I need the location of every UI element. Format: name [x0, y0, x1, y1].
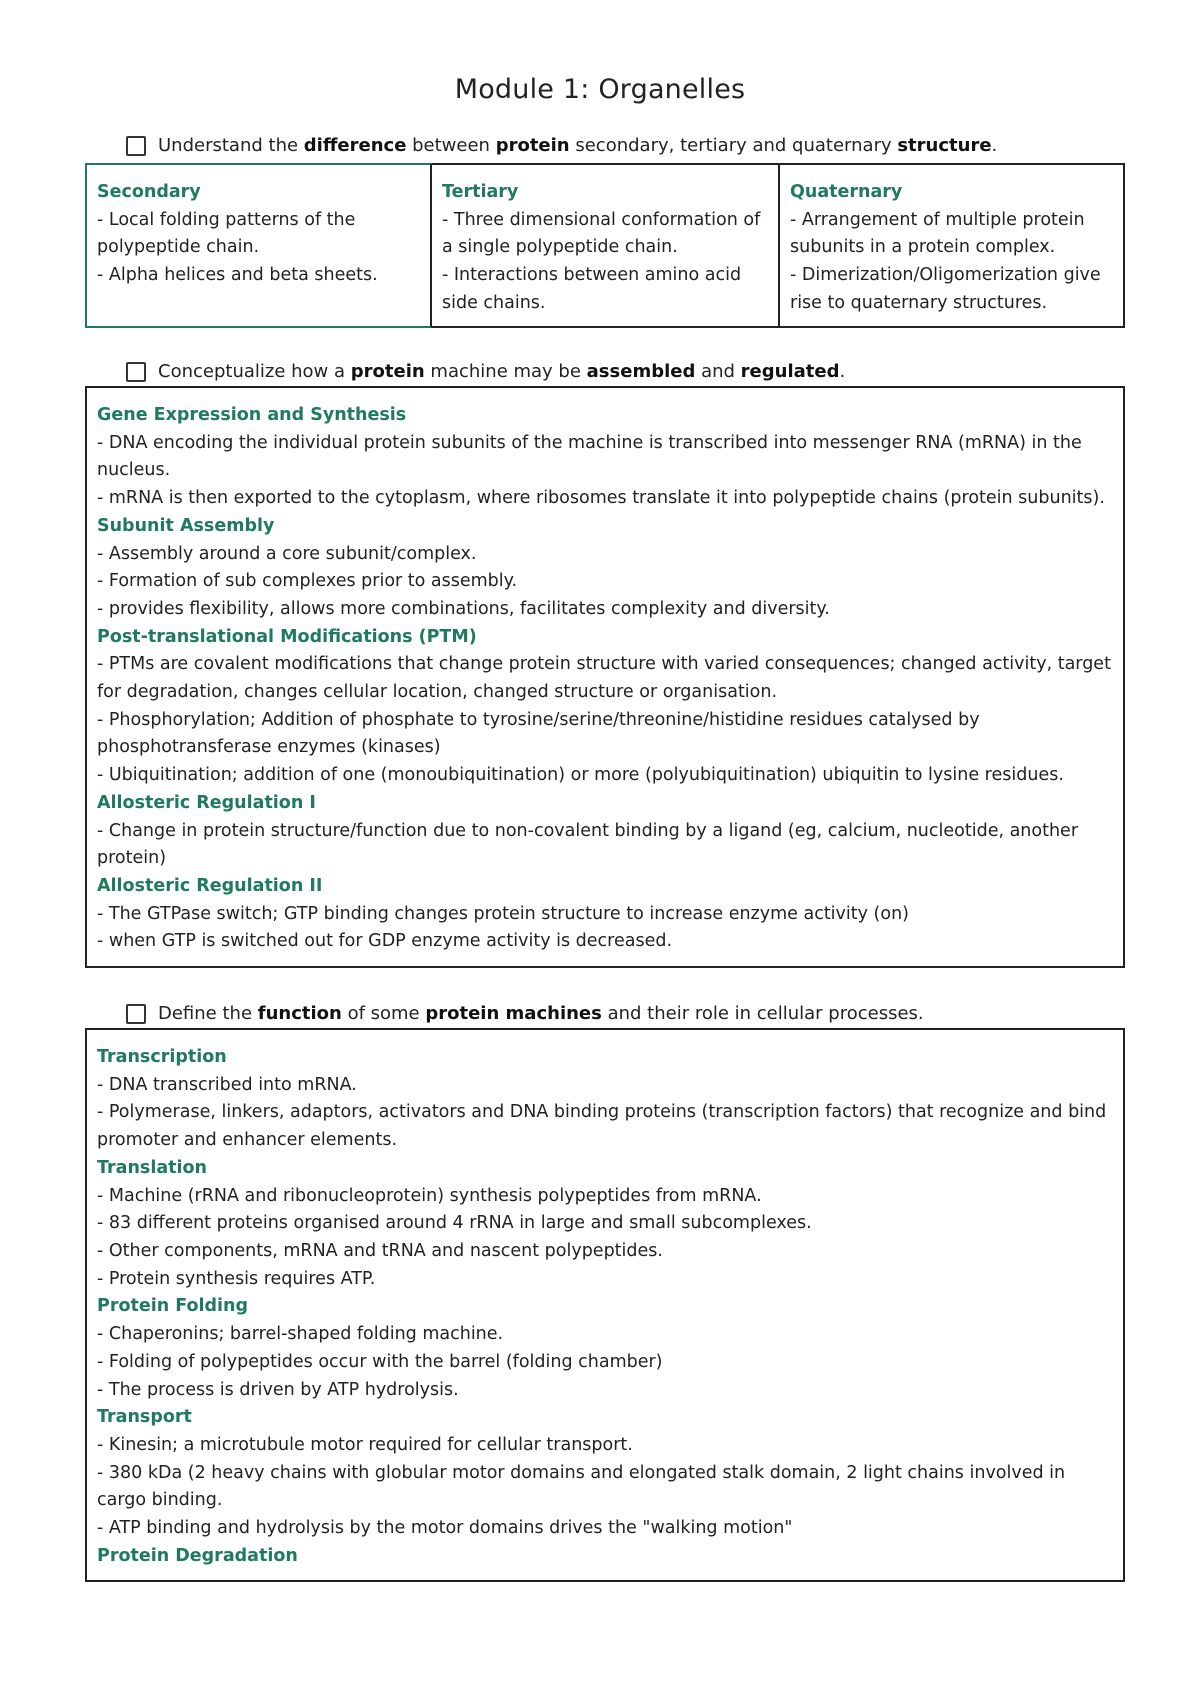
checkbox-task-2[interactable]	[126, 362, 146, 382]
structure-heading: Quaternary	[790, 182, 903, 202]
bullet-line: - Folding of polypeptides occur with the barrel (folding chamber)	[97, 1351, 663, 1372]
task-text-run: between	[406, 135, 496, 156]
bullet-line: - Change in protein structure/function due to non-covalent binding by a ligand (eg, calcium, nucleotide, another protein)	[97, 820, 1079, 869]
task-text-3	[158, 1003, 924, 1025]
structure-heading: Secondary	[97, 182, 201, 202]
bullet-line: - 83 different proteins organised around 4 rRNA in large and small subcomplexes.	[97, 1213, 812, 1234]
bullet-line: - Protein synthesis requires ATP.	[97, 1268, 376, 1289]
structure-line: - Dimerization/Oligomerization give rise to quaternary structures.	[790, 265, 1101, 313]
bullet-line: - Machine (rRNA and ribonucleoprotein) synthesis polypeptides from mRNA.	[97, 1185, 762, 1206]
structure-line: - Alpha helices and beta sheets.	[97, 265, 378, 286]
bullet-line: - Kinesin; a microtubule motor required for cellular transport.	[97, 1434, 633, 1455]
task-emphasis: function	[257, 1003, 342, 1025]
bullet-line: - Assembly around a core subunit/complex.	[97, 543, 477, 564]
section-heading: Translation	[97, 1157, 207, 1178]
structure-line: - Interactions between amino acid side chains.	[442, 265, 742, 313]
section-heading: Transport	[97, 1407, 192, 1428]
task-text-run: .	[991, 135, 998, 156]
section-heading: Protein Folding	[97, 1296, 249, 1317]
task-text-run: of some	[341, 1003, 426, 1025]
section-heading: Subunit Assembly	[97, 515, 275, 536]
task-text-run: Understand the	[158, 135, 304, 156]
bullet-line: - provides flexibility, allows more combinations, facilitates complexity and diversity.	[97, 598, 830, 619]
section-heading: Transcription	[97, 1047, 227, 1068]
bullet-line: - mRNA is then exported to the cytoplasm, where ribosomes translate it into polypeptide chains (protein subunits).	[97, 488, 1105, 509]
task-emphasis: difference	[303, 135, 407, 156]
task-item-2	[126, 358, 1200, 386]
task-text-run: and their role in cellular processes.	[601, 1003, 924, 1025]
section-heading: Allosteric Regulation II	[97, 875, 323, 896]
task-emphasis: protein	[350, 361, 425, 382]
task-emphasis: regulated	[740, 361, 840, 382]
task-text-run: secondary, tertiary and quaternary	[569, 135, 898, 156]
bullet-line: - Formation of sub complexes prior to assembly.	[97, 571, 518, 592]
task-emphasis: protein	[495, 135, 570, 156]
bullet-line: - The process is driven by ATP hydrolysis.	[97, 1379, 459, 1400]
structure-table	[85, 163, 1125, 328]
task-text-1	[158, 135, 997, 157]
bullet-line: - Ubiquitination; addition of one (monoubiquitination) or more (polyubiquitination) ubiquitin to lysine residues.	[97, 765, 1064, 786]
structure-cell-quaternary	[780, 163, 1125, 328]
structure-line: - Three dimensional conformation of a single polypeptide chain.	[442, 209, 761, 258]
section-heading: Allosteric Regulation I	[97, 792, 316, 813]
function-box	[85, 1028, 1125, 1582]
structure-line: - Local folding patterns of the polypeptide chain.	[97, 209, 356, 258]
section-heading: Gene Expression and Synthesis	[97, 405, 407, 425]
task-text-run: machine may be	[424, 361, 587, 382]
bullet-line: - 380 kDa (2 heavy chains with globular motor domains and elongated stalk domain, 2 light chains involved in cargo binding.	[97, 1462, 1066, 1511]
page-title: Module 1: Organelles	[454, 74, 746, 105]
task-text-run: .	[839, 361, 846, 382]
structure-cell-tertiary	[432, 163, 780, 328]
section-heading: Post-translational Modifications (PTM)	[97, 626, 477, 647]
bullet-line: - The GTPase switch; GTP binding changes protein structure to increase enzyme activity (on)	[97, 903, 909, 924]
task-emphasis: assembled	[586, 361, 696, 382]
task-text-run: Define the	[158, 1003, 258, 1025]
task-emphasis: protein machines	[425, 1003, 602, 1025]
bullet-line: - DNA transcribed into mRNA.	[97, 1074, 357, 1095]
task-text-2	[158, 361, 845, 383]
bullet-line: - when GTP is switched out for GDP enzyme activity is decreased.	[97, 931, 673, 952]
structure-cell-secondary	[85, 163, 432, 328]
bullet-line: - Other components, mRNA and tRNA and nascent polypeptides.	[97, 1240, 663, 1261]
task-item-3	[126, 1000, 1200, 1028]
structure-heading: Tertiary	[442, 182, 519, 202]
checkbox-task-3[interactable]	[126, 1004, 146, 1024]
bullet-line: - Chaperonins; barrel-shaped folding machine.	[97, 1324, 504, 1345]
task-text-run: Conceptualize how a	[158, 361, 351, 382]
structure-line: - Arrangement of multiple protein subunits in a protein complex.	[790, 209, 1085, 258]
bullet-line: - ATP binding and hydrolysis by the motor domains drives the "walking motion"	[97, 1518, 793, 1539]
bullet-line: - PTMs are covalent modifications that change protein structure with varied consequences; changed activity, target for degradation, changes cellular location, changed structure or organisation.	[97, 654, 1111, 703]
task-item-1	[126, 132, 1200, 160]
bullet-line: - Polymerase, linkers, adaptors, activators and DNA binding proteins (transcription factors) that recognize and bind promoter and enhancer elements.	[97, 1102, 1107, 1151]
bullet-line: - Phosphorylation; Addition of phosphate to tyrosine/serine/threonine/histidine residues catalysed by phosphotransferase enzymes (kinases)	[97, 709, 980, 758]
checkbox-task-1[interactable]	[126, 136, 146, 156]
bullet-line: - DNA encoding the individual protein subunits of the machine is transcribed into messenger RNA (mRNA) in the nucleus.	[97, 432, 1082, 481]
section-heading: Protein Degradation	[97, 1545, 298, 1566]
assembly-box	[85, 386, 1125, 968]
task-text-run: and	[695, 361, 741, 382]
task-emphasis: structure	[897, 135, 992, 156]
